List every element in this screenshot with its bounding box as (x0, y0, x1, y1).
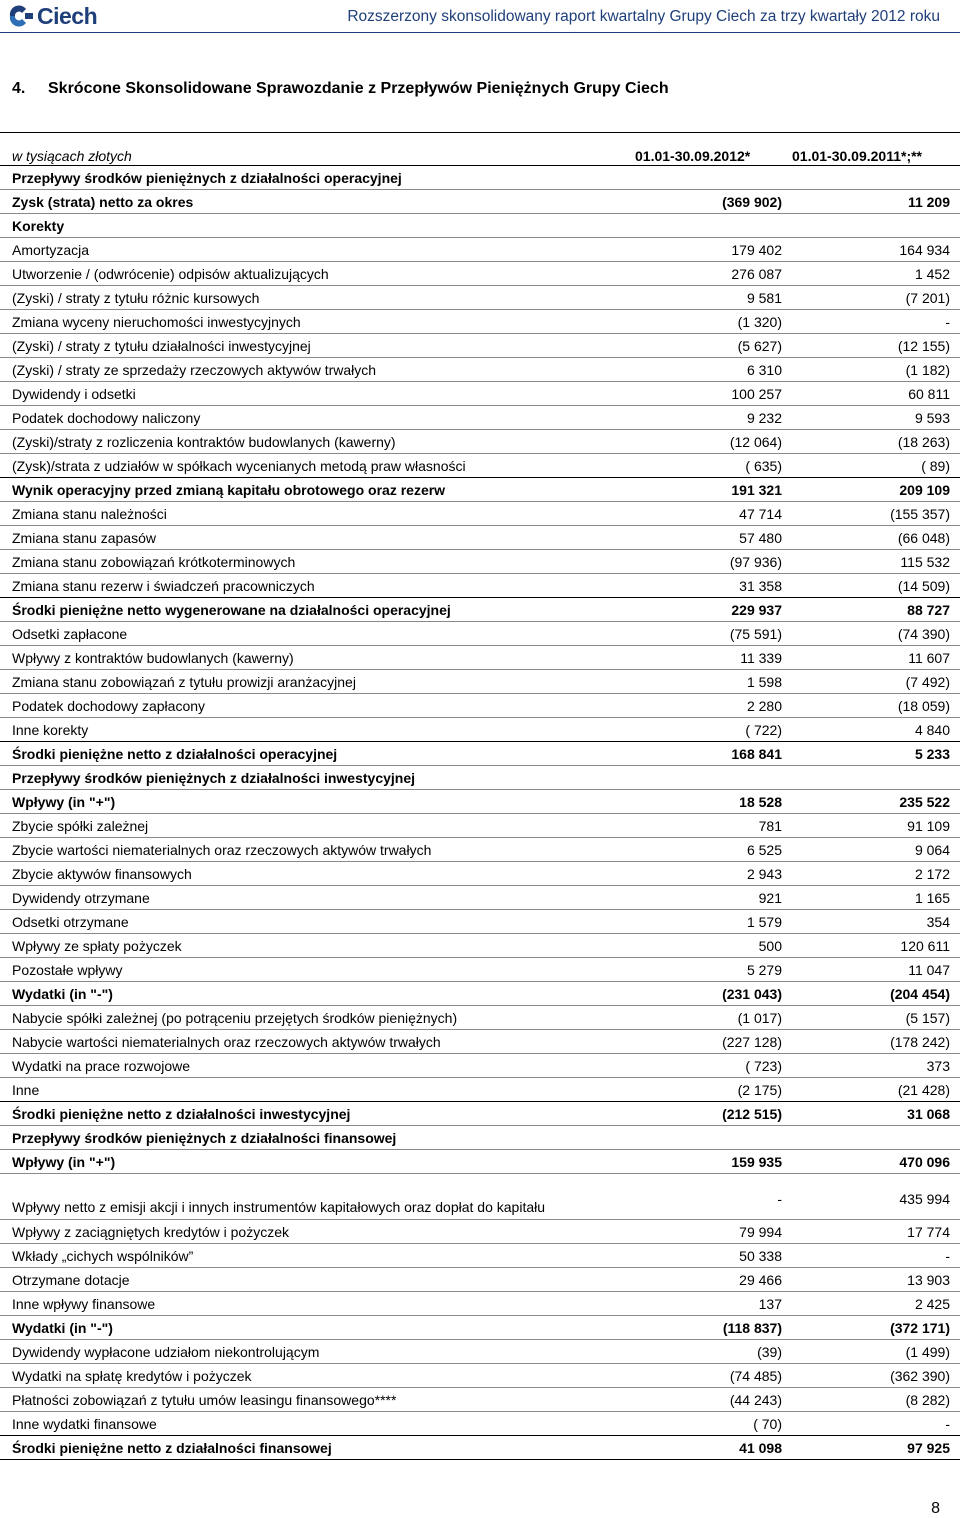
table-row (0, 910, 960, 934)
value-2011: (8 282) (905, 1392, 950, 1408)
row-label: Pozostałe wpływy (12, 962, 123, 978)
page-header (0, 0, 960, 34)
row-label: Zmiana stanu zapasów (12, 530, 156, 546)
value-2012: 11 339 (740, 650, 782, 666)
row-label: Wynik operacyjny przed zmianą kapitału obrotowego oraz rezerw (12, 482, 446, 498)
value-2011: (7 201) (905, 290, 950, 306)
value-2011: (362 390) (890, 1368, 950, 1384)
row-label: Wydatki na spłatę kredytów i pożyczek (12, 1368, 252, 1384)
row-label: Inne wpływy finansowe (12, 1296, 156, 1312)
value-2011: (21 428) (897, 1082, 950, 1098)
row-label: Nabycie spółki zależnej (po potrąceniu przejętych środków pieniężnych) (12, 1010, 458, 1026)
column-header-2011: 01.01-30.09.2011*;** (792, 148, 922, 164)
table-row (0, 406, 960, 430)
table-row (0, 670, 960, 694)
value-2012: (12 064) (729, 434, 782, 450)
value-2011: 164 934 (899, 242, 950, 258)
table-row (0, 838, 960, 862)
value-2011: 435 994 (899, 1191, 950, 1207)
value-2012: 31 358 (739, 578, 782, 594)
table-row (0, 790, 960, 814)
value-2012: ( 723) (745, 1058, 782, 1074)
value-2011: 9 064 (914, 842, 950, 858)
row-label: Wpływy (in "+") (12, 794, 116, 810)
table-row (0, 934, 960, 958)
row-label: Inne (12, 1082, 40, 1098)
row-label: (Zysk)/strata z udziałów w spółkach wycenianych metodą praw własności (12, 458, 466, 474)
row-label: Płatności zobowiązań z tytułu umów leasingu finansowego**** (12, 1392, 397, 1408)
table-row (0, 454, 960, 478)
value-2012: (74 485) (729, 1368, 782, 1384)
value-2012: 9 581 (746, 290, 782, 306)
value-2012: (212 515) (722, 1106, 782, 1122)
row-label: Zbycie wartości niematerialnych oraz rzeczowych aktywów trwałych (12, 842, 432, 858)
row-label: Zmiana stanu rezerw i świadczeń pracowniczych (12, 578, 315, 594)
row-label: Zbycie aktywów finansowych (12, 866, 192, 882)
value-2012: 2 280 (746, 698, 782, 714)
value-2011: 11 047 (908, 962, 950, 978)
table-row (0, 1102, 960, 1126)
value-2012: 18 528 (739, 794, 782, 810)
value-2011: 60 811 (908, 386, 950, 402)
value-2012: (231 043) (722, 986, 782, 1002)
value-2011: 88 727 (907, 602, 950, 618)
value-2012: ( 722) (745, 722, 782, 738)
row-label: Przepływy środków pieniężnych z działalności operacyjnej (12, 170, 402, 186)
row-label: Wydatki (in "-") (12, 1320, 113, 1336)
row-label: Otrzymane dotacje (12, 1272, 130, 1288)
table-row (0, 502, 960, 526)
value-2011: 2 172 (914, 866, 950, 882)
row-label: Zmiana wyceny nieruchomości inwestycyjnych (12, 314, 301, 330)
value-2012: (2 175) (737, 1082, 782, 1098)
table-row (0, 1006, 960, 1030)
row-label: Podatek dochodowy naliczony (12, 410, 201, 426)
table-row (0, 1174, 960, 1220)
value-2011: 1 165 (914, 890, 950, 906)
value-2012: 921 (758, 890, 782, 906)
value-2012: (227 128) (722, 1034, 782, 1050)
value-2011: 235 522 (899, 794, 950, 810)
value-2011: (204 454) (890, 986, 950, 1002)
section-number: 4. (12, 80, 26, 97)
row-label: Utworzenie / (odwrócenie) odpisów aktualizujących (12, 266, 329, 282)
logo-text: Ciech (37, 2, 98, 29)
row-label: Dywidendy i odsetki (12, 386, 136, 402)
value-2012: 47 714 (739, 506, 782, 522)
ciech-logo-icon (8, 5, 34, 27)
row-label: Odsetki otrzymane (12, 914, 129, 930)
row-label: Wpływy z zaciągniętych kredytów i pożyczek (12, 1224, 289, 1240)
value-2011: 31 068 (907, 1106, 950, 1122)
table-row (0, 526, 960, 550)
table-row (0, 310, 960, 334)
value-2012: 1 598 (746, 674, 782, 690)
value-2011: (7 492) (905, 674, 950, 690)
header-divider (0, 32, 960, 33)
row-label: Wpływy (in "+") (12, 1154, 116, 1170)
row-label: Zmiana stanu należności (12, 506, 167, 522)
row-label: Wpływy z kontraktów budowlanych (kawerny) (12, 650, 294, 666)
table-row (0, 1126, 960, 1150)
row-label: Środki pieniężne netto z działalności operacyjnej (12, 746, 338, 762)
row-label: Wkłady „cichych wspólników” (12, 1248, 194, 1264)
table-row (0, 262, 960, 286)
value-2011: (14 509) (897, 578, 950, 594)
row-label: Korekty (12, 218, 65, 234)
value-2011: 209 109 (899, 482, 950, 498)
section-title-text: Skrócone Skonsolidowane Sprawozdanie z Przepływów Pieniężnych Grupy Ciech (48, 80, 669, 97)
row-label: (Zyski) / straty ze sprzedaży rzeczowych aktywów trwałych (12, 362, 377, 378)
report-title: Rozszerzony skonsolidowany raport kwartalny Grupy Ciech za trzy kwartały 2012 roku (347, 8, 940, 25)
table-row (0, 214, 960, 238)
ciech-logo (8, 4, 97, 28)
row-label: Środki pieniężne netto wygenerowane na działalności operacyjnej (12, 602, 451, 618)
value-2012: ( 635) (745, 458, 782, 474)
value-2012: 500 (758, 938, 782, 954)
value-2011: 120 611 (900, 938, 950, 954)
value-2011: 13 903 (907, 1272, 950, 1288)
row-label: Środki pieniężne netto z działalności inwestycyjnej (12, 1106, 351, 1122)
row-label: Środki pieniężne netto z działalności finansowej (12, 1440, 332, 1456)
value-2012: 41 098 (739, 1440, 782, 1456)
value-2011: 1 452 (914, 266, 950, 282)
value-2012: 5 279 (746, 962, 782, 978)
table-row (0, 958, 960, 982)
value-2011: 354 (926, 914, 950, 930)
value-2011: (372 171) (890, 1320, 950, 1336)
value-2011: (74 390) (897, 626, 950, 642)
table-row (0, 1364, 960, 1388)
value-2011: 91 109 (907, 818, 950, 834)
value-2011: 97 925 (907, 1440, 950, 1456)
value-2012: 191 321 (731, 482, 782, 498)
value-2012: 9 232 (746, 410, 782, 426)
page-number: 8 (931, 1500, 940, 1517)
value-2012: ( 70) (753, 1416, 782, 1432)
row-label: Dywidendy otrzymane (12, 890, 150, 906)
row-label: (Zyski) / straty z tytułu różnic kursowych (12, 290, 260, 306)
value-2012: - (777, 1191, 782, 1207)
row-label: Wpływy ze spłaty pożyczek (12, 938, 182, 954)
value-2012: (97 936) (729, 554, 782, 570)
row-label: Amortyzacja (12, 242, 90, 258)
value-2011: (1 499) (905, 1344, 950, 1360)
table-row (0, 286, 960, 310)
value-2011: 470 096 (899, 1154, 950, 1170)
value-2011: 11 209 (907, 194, 950, 210)
value-2011: (5 157) (905, 1010, 950, 1026)
table-row (0, 622, 960, 646)
table-row (0, 1268, 960, 1292)
table-row (0, 1436, 960, 1460)
value-2012: (369 902) (722, 194, 782, 210)
row-label: Odsetki zapłacone (12, 626, 128, 642)
table-row (0, 982, 960, 1006)
cash-flow-table (0, 166, 960, 1460)
section-title (12, 80, 669, 98)
table-row (0, 1412, 960, 1436)
table-row (0, 382, 960, 406)
value-2012: (39) (757, 1344, 782, 1360)
value-2011: - (945, 314, 950, 330)
value-2011: (178 242) (890, 1034, 950, 1050)
table-row (0, 358, 960, 382)
table-row (0, 814, 960, 838)
value-2011: - (945, 1248, 950, 1264)
value-2012: 50 338 (739, 1248, 782, 1264)
value-2012: 57 480 (739, 530, 782, 546)
table-row (0, 886, 960, 910)
value-2012: (75 591) (729, 626, 782, 642)
table-row (0, 334, 960, 358)
table-row (0, 430, 960, 454)
table-row (0, 1150, 960, 1174)
value-2011: 115 532 (900, 554, 950, 570)
value-2011: - (945, 1416, 950, 1432)
value-2012: 79 994 (739, 1224, 782, 1240)
table-row (0, 742, 960, 766)
table-row (0, 646, 960, 670)
value-2011: (18 059) (897, 698, 950, 714)
table-row (0, 1388, 960, 1412)
row-label: Zmiana stanu zobowiązań z tytułu prowizji aranżacyjnej (12, 674, 356, 690)
table-row (0, 238, 960, 262)
value-2012: 2 943 (746, 866, 782, 882)
value-2011: 9 593 (914, 410, 950, 426)
table-row (0, 694, 960, 718)
row-label: Zysk (strata) netto za okres (12, 194, 194, 210)
value-2012: 29 466 (739, 1272, 782, 1288)
value-2011: (18 263) (897, 434, 950, 450)
table-row (0, 718, 960, 742)
value-2012: 781 (758, 818, 782, 834)
row-label: Inne wydatki finansowe (12, 1416, 157, 1432)
value-2012: 100 257 (731, 386, 782, 402)
row-label: Zbycie spółki zależnej (12, 818, 149, 834)
value-2012: 276 087 (731, 266, 782, 282)
value-2012: (44 243) (729, 1392, 782, 1408)
value-2012: 137 (758, 1296, 782, 1312)
value-2011: 5 233 (914, 746, 950, 762)
table-row (0, 574, 960, 598)
row-label: Wydatki na prace rozwojowe (12, 1058, 191, 1074)
value-2012: 229 937 (731, 602, 782, 618)
value-2012: 179 402 (731, 242, 782, 258)
unit-label: w tysiącach złotych (12, 148, 132, 164)
row-label: Przepływy środków pieniężnych z działalności finansowej (12, 1130, 397, 1146)
value-2012: (1 017) (737, 1010, 782, 1026)
value-2012: 6 525 (746, 842, 782, 858)
table-row (0, 1030, 960, 1054)
row-label: Przepływy środków pieniężnych z działalności inwestycyjnej (12, 770, 416, 786)
table-row (0, 1054, 960, 1078)
table-row (0, 766, 960, 790)
row-label: Dywidendy wypłacone udziałom niekontrolującym (12, 1344, 320, 1360)
value-2011: (66 048) (897, 530, 950, 546)
table-row (0, 862, 960, 886)
value-2012: (118 837) (722, 1320, 782, 1336)
table-row (0, 1340, 960, 1364)
row-label: (Zyski) / straty z tytułu działalności inwestycyjnej (12, 338, 311, 354)
value-2011: 373 (926, 1058, 950, 1074)
table-row (0, 1220, 960, 1244)
row-label: Wydatki (in "-") (12, 986, 113, 1002)
table-row (0, 1244, 960, 1268)
value-2011: 11 607 (908, 650, 950, 666)
row-label: Zmiana stanu zobowiązań krótkoterminowych (12, 554, 296, 570)
value-2012: 1 579 (746, 914, 782, 930)
table-row (0, 190, 960, 214)
value-2011: (155 357) (890, 506, 950, 522)
table-row (0, 1078, 960, 1102)
value-2012: 6 310 (746, 362, 782, 378)
table-row (0, 1292, 960, 1316)
row-label: Inne korekty (12, 722, 89, 738)
value-2012: (1 320) (737, 314, 782, 330)
value-2011: 17 774 (907, 1224, 950, 1240)
value-2012: 168 841 (731, 746, 782, 762)
value-2012: (5 627) (737, 338, 782, 354)
row-label: Podatek dochodowy zapłacony (12, 698, 206, 714)
row-label: (Zyski)/straty z rozliczenia kontraktów budowlanych (kawerny) (12, 434, 396, 450)
table-row (0, 166, 960, 190)
table-row (0, 1316, 960, 1340)
table-row (0, 550, 960, 574)
value-2011: ( 89) (921, 458, 950, 474)
table-row (0, 478, 960, 502)
row-label: Wpływy netto z emisji akcji i innych instrumentów kapitałowych oraz dopłat do kapitału (12, 1199, 546, 1215)
value-2011: (1 182) (905, 362, 950, 378)
column-header-2012: 01.01-30.09.2012* (635, 148, 751, 164)
value-2011: 4 840 (914, 722, 950, 738)
table-row (0, 598, 960, 622)
value-2011: 2 425 (914, 1296, 950, 1312)
value-2012: 159 935 (731, 1154, 782, 1170)
row-label: Nabycie wartości niematerialnych oraz rzeczowych aktywów trwałych (12, 1034, 441, 1050)
table-header-row (0, 132, 960, 166)
value-2011: (12 155) (897, 338, 950, 354)
